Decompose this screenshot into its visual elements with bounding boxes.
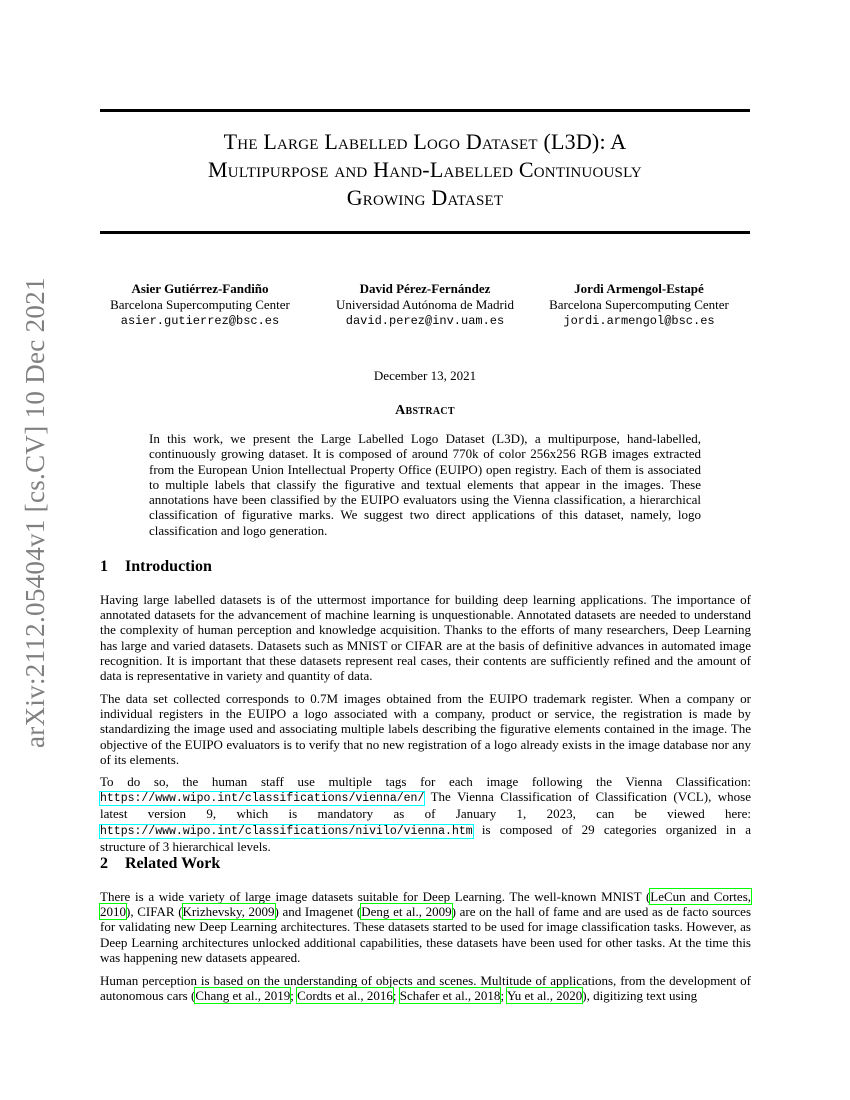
- citation-link[interactable]: Yu et al., 2020: [506, 988, 583, 1004]
- text-fragment: ) are on the hall of fame and are used as de facto sources for validating new Deep Learning architectures. These datasets started to be used for image classification tasks. However, as Deep Learning architectures unlocked additional capabilities, these datasets have been used for other tasks. At the time this was happening new datasets appeared.: [100, 904, 751, 965]
- author-email[interactable]: david.perez@inv.uam.es: [345, 314, 505, 328]
- section-number: 2: [100, 855, 108, 872]
- title-rule-top: [100, 109, 750, 112]
- section-number: 1: [100, 558, 108, 575]
- section-heading-introduction: [100, 558, 212, 576]
- author-affiliation: Universidad Autónoma de Madrid: [336, 297, 514, 312]
- paper-title: [100, 128, 750, 212]
- intro-paragraph-2: The data set collected corresponds to 0.7M images obtained from the EUIPO trademark register. When a company or individual registers in the EUIPO a logo associated with a company, product or service, the registration is made by standardizing the image used and associating multiple labels describing the figurative elements contained in the image. The objective of the EUIPO evaluators is to verify that no new registration of a logo already exists in the image database nor any of its elements.: [100, 691, 751, 767]
- text-fragment: is composed of 29 categories organized in a structure of 3 hierarchical levels.: [100, 821, 751, 854]
- title-line-2: Multipurpose and Hand-Labelled Continuously: [208, 157, 642, 182]
- author-email[interactable]: asier.gutierrez@bsc.es: [120, 314, 280, 328]
- citation-link[interactable]: Schafer et al., 2018: [399, 988, 501, 1004]
- text-fragment: ), CIFAR (: [126, 904, 183, 920]
- text-fragment: Human perception is based on the understanding of objects and scenes. Multitude of applications, from the development of autonomous cars (: [100, 973, 751, 1004]
- vienna-classification-link[interactable]: https://www.wipo.int/classifications/vienna/en/: [100, 792, 425, 806]
- arxiv-identifier[interactable]: arXiv:2112.05404v1 [cs.CV] 10 Dec 2021: [20, 277, 50, 748]
- related-paragraph-1: [100, 889, 751, 965]
- related-paragraph-2: [100, 973, 751, 1003]
- title-line-3: Growing Dataset: [346, 185, 504, 210]
- text-fragment: ), digitizing text using: [582, 988, 698, 1004]
- title-line-1: The Large Labelled Logo Dataset (L3D): A: [223, 129, 627, 154]
- author-block: [100, 281, 750, 341]
- vienna-htm-link[interactable]: https://www.wipo.int/classifications/nivilo/vienna.htm: [100, 824, 473, 838]
- citation-link[interactable]: Deng et al., 2009: [361, 904, 452, 920]
- intro-paragraph-3: [100, 774, 751, 854]
- publication-date: December 13, 2021: [373, 368, 477, 383]
- text-fragment: To do so, the human staff use multiple tags for each image following the Vienna Classification:: [100, 774, 751, 789]
- text-fragment: ) and Imagenet (: [274, 904, 362, 920]
- section-title: Related Work: [125, 855, 221, 872]
- author-name: Asier Gutiérrez-Fandiño: [131, 281, 269, 296]
- text-fragment: ;: [500, 988, 507, 1004]
- abstract-heading: Abstract: [395, 403, 455, 418]
- text-fragment: There is a wide variety of large image datasets suitable for Deep Learning. The well-known MNIST (: [100, 889, 651, 904]
- title-rule-bottom: [100, 231, 750, 234]
- citation-link[interactable]: Cordts et al., 2016: [297, 988, 393, 1004]
- section-heading-related-work: [100, 855, 220, 873]
- citation-link[interactable]: Chang et al., 2019: [195, 988, 291, 1004]
- text-fragment: The Vienna Classification of Classification (VCL), whose latest version 9, which is mandatory as of January 1, 2023, can be viewed here:: [100, 789, 751, 822]
- author-name: David Pérez-Fernández: [359, 281, 491, 296]
- author-email[interactable]: jordi.armengol@bsc.es: [563, 314, 715, 328]
- text-fragment: ;: [392, 988, 400, 1004]
- citation-link[interactable]: LeCun and Cortes, 2010: [100, 889, 751, 920]
- abstract-text: In this work, we present the Large Labelled Logo Dataset (L3D), a multipurpose, hand-labelled, continuously growing dataset. It is composed of around 770k of color 256x256 RGB images extracted from the European Union Intellectual Property Office (EUIPO) open registry. Each of them is associated to multiple labels that classify the figurative and textual elements that appear in the images. These annotations have been classified by the EUIPO evaluators using the Vienna classification, a hierarchical classification of figurative marks. We suggest two direct applications of this dataset, namely, logo classification and logo generation.: [149, 431, 701, 538]
- author-3: [524, 281, 754, 329]
- author-2: [310, 281, 540, 329]
- author-affiliation: Barcelona Supercomputing Center: [549, 297, 729, 312]
- author-affiliation: Barcelona Supercomputing Center: [110, 297, 290, 312]
- citation-link[interactable]: Krizhevsky, 2009: [182, 904, 275, 920]
- section-title: Introduction: [125, 558, 212, 575]
- author-name: Jordi Armengol-Estapé: [574, 281, 704, 296]
- author-1: [85, 281, 315, 329]
- intro-paragraph-1: Having large labelled datasets is of the uttermost importance for building deep learning applications. The importance of annotated datasets for the advancement of machine learning is unquestionable. Annotated datasets are needed to understand the complexity of human perception and knowledge acquisition. Thanks to the efforts of many researchers, Deep Learning has large and varied datasets. Datasets such as MNIST or CIFAR are at the basis of definitive advances in automated image recognition. It is important that these datasets represent real cases, their contents are sufficiently refined and the amount of data is representative in variety and quantity of data.: [100, 592, 751, 684]
- text-fragment: ;: [290, 988, 298, 1004]
